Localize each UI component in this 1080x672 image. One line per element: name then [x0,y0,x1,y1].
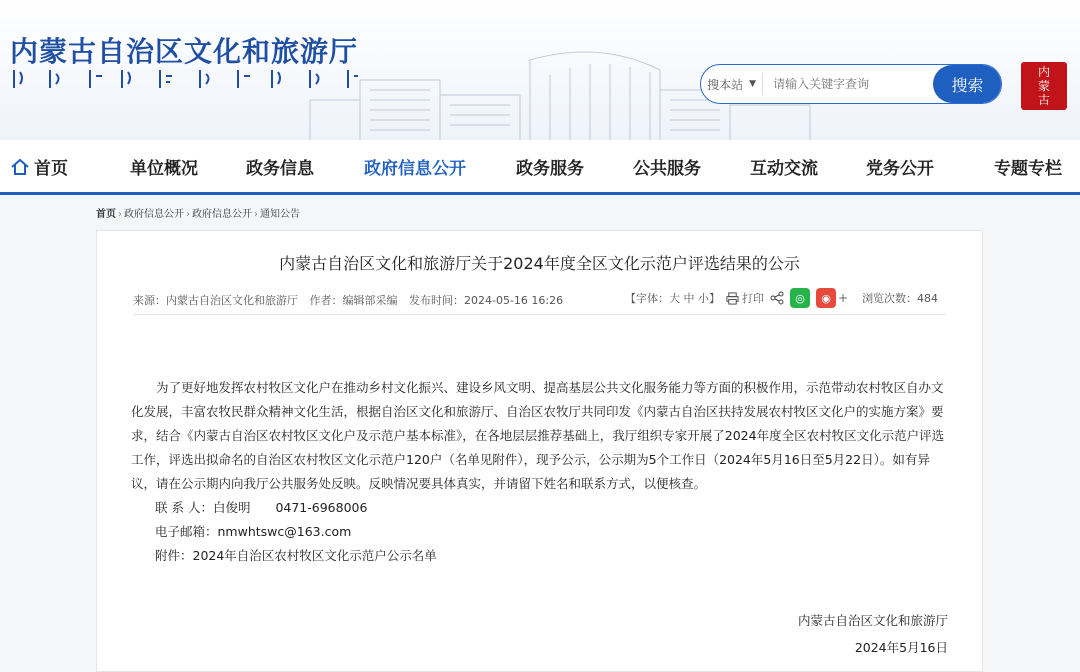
breadcrumb-item[interactable]: 政府信息公开 [124,209,184,220]
printer-icon [726,292,739,305]
share-icon[interactable] [770,291,784,305]
seal-logo: 内 蒙 古 [1021,62,1067,110]
weibo-share-icon[interactable]: ◉ [816,288,836,308]
print-button[interactable] [726,290,764,306]
view-count: 浏览次数：484 [862,292,939,305]
article-card [96,230,983,672]
breadcrumb-home[interactable]: 首页 [96,209,116,220]
site-header [0,0,1080,140]
article-title: 内蒙古自治区文化和旅游厅关于2024年度全区文化示范户评选结果的公示 [279,254,800,273]
nav-item-special-topics[interactable]: 专题专栏 [994,159,1062,179]
search-input[interactable] [763,77,933,91]
signature-date: 2024年5月16日 [854,640,948,655]
article-paragraph: 为了更好地发挥农村牧区文化户在推动乡村文化振兴、建设乡风文明、提高基层公共文化服务能力等方面的积极作用，示范带动农村牧区自办文化发展，丰富农牧民群众精神文化生活，根据自治区文化和旅游厅、自治区农牧厅共同印发《内蒙古自治区扶持发展农村牧区文化户的实施方案》要求，结合《内蒙古自治区农村牧区文化户及示范户基本标准》，在各地层层推荐基础上，我厅组织专家开展了2024年度全区农村牧区文化示范户评选工作，评选出拟命名的自治区农村牧区文化示范户120户（名单见附件），现予公示，公示期为5个工作日（2024年5月16日至5月22日）。如有异议，请在公示期内向我厅公共服务处反映。反映情况要具体真实，并请留下姓名和联系方式，以便核查。 [131,380,945,491]
article-publish-time: 发布时间：2024-05-16 16:26 [409,294,564,307]
article-source: 来源：内蒙古自治区文化和旅游厅 [133,294,298,307]
font-size-control[interactable]: 【字体：大 中 小】 [625,292,720,305]
nav-item-gov-info[interactable]: 政务信息 [246,159,314,179]
main-nav [0,140,1080,195]
article-body [131,376,954,568]
attachment-link[interactable]: 附件：2024年自治区农村牧区文化示范户公示名单 [155,548,437,563]
search-scope-select[interactable] [701,73,763,95]
wechat-share-icon[interactable]: ◎ [790,288,810,308]
nav-label: 首页 [34,159,68,179]
search-bar [700,64,1002,104]
email-line: 电子邮箱：nmwhtswc@163.com [155,524,352,539]
site-title[interactable]: 内蒙古自治区文化和旅游厅 [10,35,359,68]
article-meta [133,288,946,315]
print-label: 打印 [742,292,764,305]
breadcrumb: 首页 › 政府信息公开 › 政府信息公开 › 通知公告 [96,209,300,220]
signature-org: 内蒙古自治区文化和旅游厅 [797,613,948,628]
more-share-icon[interactable]: + [838,291,849,305]
breadcrumb-item[interactable]: 通知公告 [260,209,300,220]
breadcrumb-item[interactable]: 政府信息公开 [192,209,252,220]
mongolian-script-logo [10,68,360,90]
nav-item-unit-overview[interactable]: 单位概况 [130,159,198,179]
nav-item-public-services[interactable]: 公共服务 [633,159,701,179]
article-author: 作者：编辑部采编 [309,294,398,307]
nav-item-party-affairs[interactable]: 党务公开 [866,159,934,179]
chevron-down-icon: ▼ [749,79,756,89]
nav-item-gov-info-disclosure[interactable]: 政府信息公开 [364,159,466,179]
nav-item-home[interactable] [10,154,68,179]
nav-item-gov-services[interactable]: 政务服务 [516,159,584,179]
contact-line: 联 系 人：白俊明 0471-6968006 [155,500,368,515]
home-icon [10,157,30,177]
nav-item-interaction[interactable]: 互动交流 [750,159,818,179]
search-button[interactable]: 搜索 [933,65,1002,103]
search-scope-label: 搜本站 [707,77,744,92]
